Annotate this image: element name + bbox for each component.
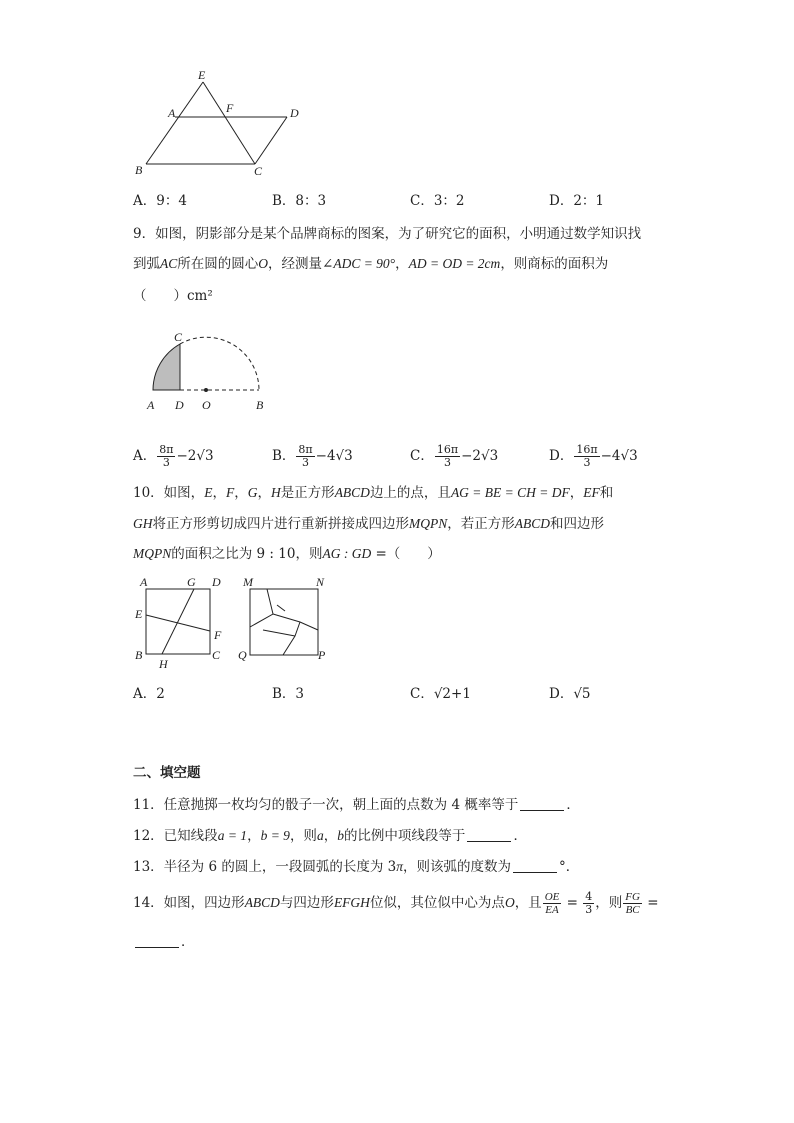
fraction (296, 444, 314, 469)
q8-label-e: E (198, 68, 206, 82)
q8-figure (130, 65, 310, 180)
q9-shaded-region (153, 344, 180, 390)
q9-label-a: A (147, 398, 155, 412)
q10-label-p: P (318, 648, 326, 662)
numerator: 8π (298, 443, 313, 456)
q14-text: 与四边形 (279, 895, 334, 911)
q10-label-q: Q (238, 648, 247, 662)
option-letter: D． (549, 448, 574, 464)
q9-text: ，则商标的面积为 (500, 256, 609, 272)
q10-math: EF (583, 485, 600, 500)
q10-quad-mqpn (250, 589, 318, 655)
q9-math: AD = OD = 2cm (408, 256, 501, 271)
q9-line1: 9．如图，阴影部分是某个品牌商标的图案，为了研究它的面积，小明通过数学知识找 (133, 226, 642, 242)
q9-text: 所在圆的圆心 (177, 256, 259, 272)
q10-inner-line-2 (273, 614, 318, 630)
q14-text: ，且 (514, 895, 542, 911)
q9-label-d: D (175, 398, 184, 412)
q10-math: E (204, 485, 213, 500)
q10-text: 和四边形 (550, 516, 604, 532)
q10-label-f: F (214, 628, 222, 642)
q12-math: b (337, 828, 344, 843)
q9-figure (140, 328, 275, 416)
q10-math: GH (133, 516, 153, 531)
q10-inner-line-1 (250, 589, 273, 627)
section-heading: 二、填空题 (133, 765, 201, 781)
q9-text: 到弧 (133, 256, 160, 272)
q10-text: 10．如图， (133, 485, 205, 501)
q13-answer-blank[interactable] (513, 858, 557, 873)
fraction (435, 444, 460, 469)
q13-end: °． (559, 859, 580, 875)
q9-math: O (258, 256, 269, 271)
q9-option-b[interactable] (272, 444, 353, 469)
q11-end: ． (566, 797, 580, 813)
q14-text: = (642, 895, 659, 911)
option-rest: −4√3 (315, 448, 353, 464)
q12-math: b = 9 (260, 828, 290, 843)
denominator: 3 (162, 456, 170, 469)
denominator: 3 (443, 456, 451, 469)
q10-math: MQPN (133, 546, 172, 561)
q8-label-a: A (168, 106, 176, 120)
q13-text: ，则该弧的度数为 (403, 859, 511, 875)
q14-fraction-oe-ea (543, 891, 562, 916)
q9-center-point (204, 388, 208, 392)
q10-label-c: C (212, 648, 221, 662)
q12-text: ， (247, 828, 261, 844)
q12-text: 12．已知线段 (133, 828, 218, 844)
q8-label-c: C (254, 164, 263, 178)
numerator: 8π (159, 443, 174, 456)
q10-line3 (133, 544, 441, 564)
q10-label-a: A (140, 575, 148, 589)
q10-inner-line-3 (283, 622, 300, 655)
q8-label-d: D (290, 106, 299, 120)
q10-math: G (247, 485, 258, 500)
q9-line2 (133, 254, 608, 274)
q14-text: 14．如图，四边形 (133, 895, 245, 911)
q10-math: AG = BE = CH = DF (450, 485, 570, 500)
q9-dashed-arc (180, 337, 259, 390)
q14-math: ABCD (244, 895, 280, 910)
option-letter: B． (272, 448, 296, 464)
q12-line (133, 826, 527, 846)
q9-math: ∠ADC = 90° (322, 256, 396, 271)
q12-math: a (316, 828, 324, 843)
q10-text: =（ ） (371, 546, 441, 562)
q10-label-e: E (135, 607, 143, 621)
fraction (574, 444, 599, 469)
q10-line2 (133, 514, 604, 534)
q8-label-b: B (135, 163, 143, 177)
q11-line (133, 795, 580, 815)
option-letter: A． (133, 448, 157, 464)
q10-text: 将正方形剪切成四片进行重新拼接成四边形 (152, 516, 409, 532)
q10-text: 和 (599, 485, 614, 501)
denominator: 3 (302, 456, 310, 469)
q8-label-f: F (226, 101, 234, 115)
q10-text: 的面积之比为 9 : 10，则 (171, 546, 323, 562)
q10-label-d: D (212, 575, 221, 589)
q10-inner-line-5 (263, 630, 295, 636)
fraction (157, 444, 175, 469)
q8-option-a[interactable]: A．9：4 (133, 193, 187, 209)
q14-text: = (562, 895, 583, 911)
q8-option-b[interactable]: B．8：3 (272, 193, 327, 209)
option-rest: −2√3 (461, 448, 499, 464)
q14-fraction-4-3 (583, 891, 594, 916)
q9-text: ，经测量 (268, 256, 323, 272)
q10-math: F (225, 485, 235, 500)
q10-option-a[interactable]: A．2 (133, 686, 165, 702)
q12-end: ． (513, 828, 527, 844)
q10-text: ， (257, 485, 271, 501)
q10-math: MQPN (409, 516, 448, 531)
numerator: OE (544, 891, 560, 903)
q10-option-d[interactable]: D．√5 (549, 686, 591, 702)
q14-fraction-fg-bc (623, 891, 642, 916)
q8-line-ec (203, 82, 255, 164)
numerator: 16π (436, 443, 459, 456)
q8-option-c[interactable]: C．3：2 (410, 193, 465, 209)
q14-line (133, 888, 659, 918)
q10-math: AG : GD (322, 546, 372, 561)
q13-line (133, 857, 579, 877)
q8-option-d[interactable]: D．2：1 (549, 193, 605, 209)
q10-label-m: M (243, 575, 253, 589)
option-rest: −2√3 (176, 448, 214, 464)
q10-label-b: B (135, 648, 143, 662)
q10-math: ABCD (514, 516, 550, 531)
q11-answer-blank[interactable] (520, 796, 564, 811)
q10-line1 (133, 483, 613, 503)
q14-line2 (133, 932, 195, 952)
q9-option-a[interactable] (133, 444, 214, 469)
q10-label-g: G (187, 575, 196, 589)
q10-math: ABCD (334, 485, 370, 500)
q10-text: 是正方形 (280, 485, 335, 501)
q12-text: ， (323, 828, 338, 844)
q10-label-n: N (316, 575, 325, 589)
q12-text: ，则 (289, 828, 317, 844)
q10-option-c[interactable]: C．√2+1 (410, 686, 471, 702)
q8-line-dc (255, 117, 287, 164)
q9-option-d[interactable] (549, 444, 638, 469)
q10-line-gh (162, 589, 194, 654)
option-rest: −4√3 (600, 448, 638, 464)
q10-line-ef (146, 615, 210, 631)
q14-answer-blank[interactable] (135, 933, 179, 948)
q9-option-c[interactable] (410, 444, 498, 469)
q14-text: ，则 (595, 895, 623, 911)
denominator: BC (625, 904, 640, 916)
q10-text: ， (234, 485, 248, 501)
q11-text: 11．任意抛掷一枚均匀的骰子一次，朝上面的点数为 4 概率等于 (133, 797, 519, 813)
q10-math: H (270, 485, 281, 500)
q12-answer-blank[interactable] (467, 827, 511, 842)
q14-math: O (504, 895, 515, 910)
q10-text: 边上的点，且 (369, 485, 451, 501)
q14-math: EFGH (333, 895, 370, 910)
q10-text: ，若正方形 (447, 516, 515, 532)
q10-figure (130, 572, 330, 672)
denominator: EA (545, 904, 559, 916)
q14-text: 位似，其位似中心为点 (369, 895, 505, 911)
q10-option-b[interactable]: B．3 (272, 686, 305, 702)
q13-math: π (396, 859, 403, 874)
q10-inner-line-4 (277, 605, 285, 611)
numerator: 4 (585, 890, 593, 903)
q10-text: ， (212, 485, 226, 501)
q9-math: AC (160, 256, 178, 271)
q9-line3: （ ）cm² (133, 288, 213, 304)
q14-end: ． (181, 934, 195, 950)
denominator: 3 (585, 903, 593, 916)
q12-math: a = 1 (217, 828, 248, 843)
q13-text: 13．半径为 6 的圆上，一段圆弧的长度为 3 (133, 859, 397, 875)
q9-label-o: O (202, 398, 211, 412)
numerator: 16π (576, 443, 598, 456)
q10-label-h: H (159, 657, 168, 671)
q9-label-c: C (174, 330, 183, 344)
q10-text: ， (569, 485, 584, 501)
q9-text: ， (395, 256, 409, 272)
denominator: 3 (583, 456, 591, 469)
option-letter: C． (410, 448, 434, 464)
q12-text: 的比例中项线段等于 (343, 828, 466, 844)
numerator: FG (625, 891, 640, 903)
q9-label-b: B (256, 398, 264, 412)
q8-line-be (146, 82, 203, 164)
